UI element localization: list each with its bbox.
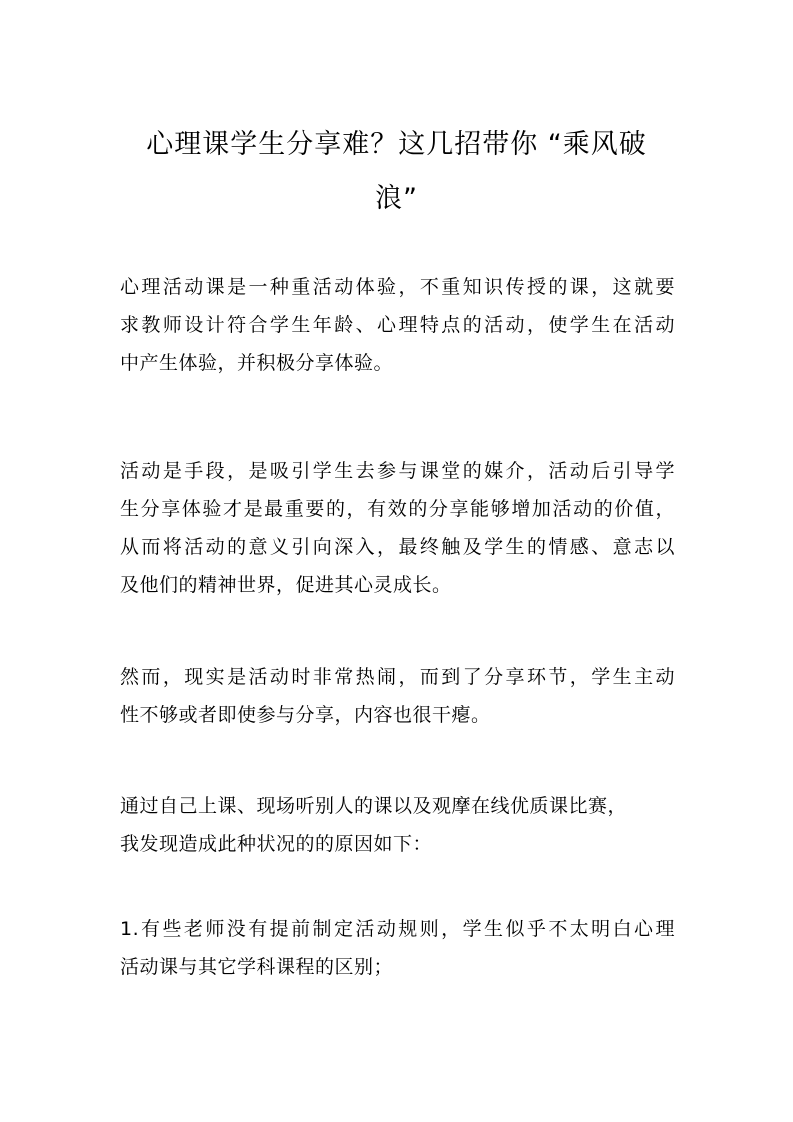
- paragraph-reality: [120, 658, 675, 734]
- paragraph-line: 通过自己上课、现场听别人的课以及观摩在线优质课比赛，: [120, 795, 628, 817]
- paragraph-line: 性不够或者即使参与分享，内容也很干瘪。: [120, 704, 491, 726]
- paragraph-reason-1: [120, 910, 675, 986]
- paragraph-line: 从而将活动的意义引向深入，最终触及学生的情感、意志以: [120, 536, 675, 558]
- paragraph-line: 1.有些老师没有提前制定活动规则，学生似乎不太明白心理: [120, 918, 675, 940]
- paragraph-line: 生分享体验才是最重要的，有效的分享能够增加活动的价值，: [120, 498, 675, 520]
- paragraph-intro: [120, 268, 675, 382]
- paragraph-line: 心理活动课是一种重活动体验，不重知识传授的课，这就要: [120, 276, 675, 298]
- paragraph-observation: [120, 787, 675, 863]
- paragraph-line: 求教师设计符合学生年龄、心理特点的活动，使学生在活动: [120, 314, 675, 336]
- title-line: 浪”: [375, 183, 418, 214]
- paragraph-line: 及他们的精神世界，促进其心灵成长。: [120, 574, 452, 596]
- paragraph-line: 活动是手段，是吸引学生去参与课堂的媒介，活动后引导学: [120, 460, 675, 482]
- paragraph-line: 然而，现实是活动时非常热闹，而到了分享环节，学生主动: [120, 666, 675, 688]
- title-line: 心理课学生分享难？这几招带你 “乘风破: [146, 129, 647, 160]
- paragraph-line: 活动课与其它学科课程的区别；: [120, 956, 394, 978]
- document-title: [120, 118, 673, 226]
- paragraph-line: 我发现造成此种状况的的原因如下：: [120, 833, 433, 855]
- paragraph-activity: [120, 452, 675, 604]
- paragraph-line: 中产生体验，并积极分享体验。: [120, 352, 394, 374]
